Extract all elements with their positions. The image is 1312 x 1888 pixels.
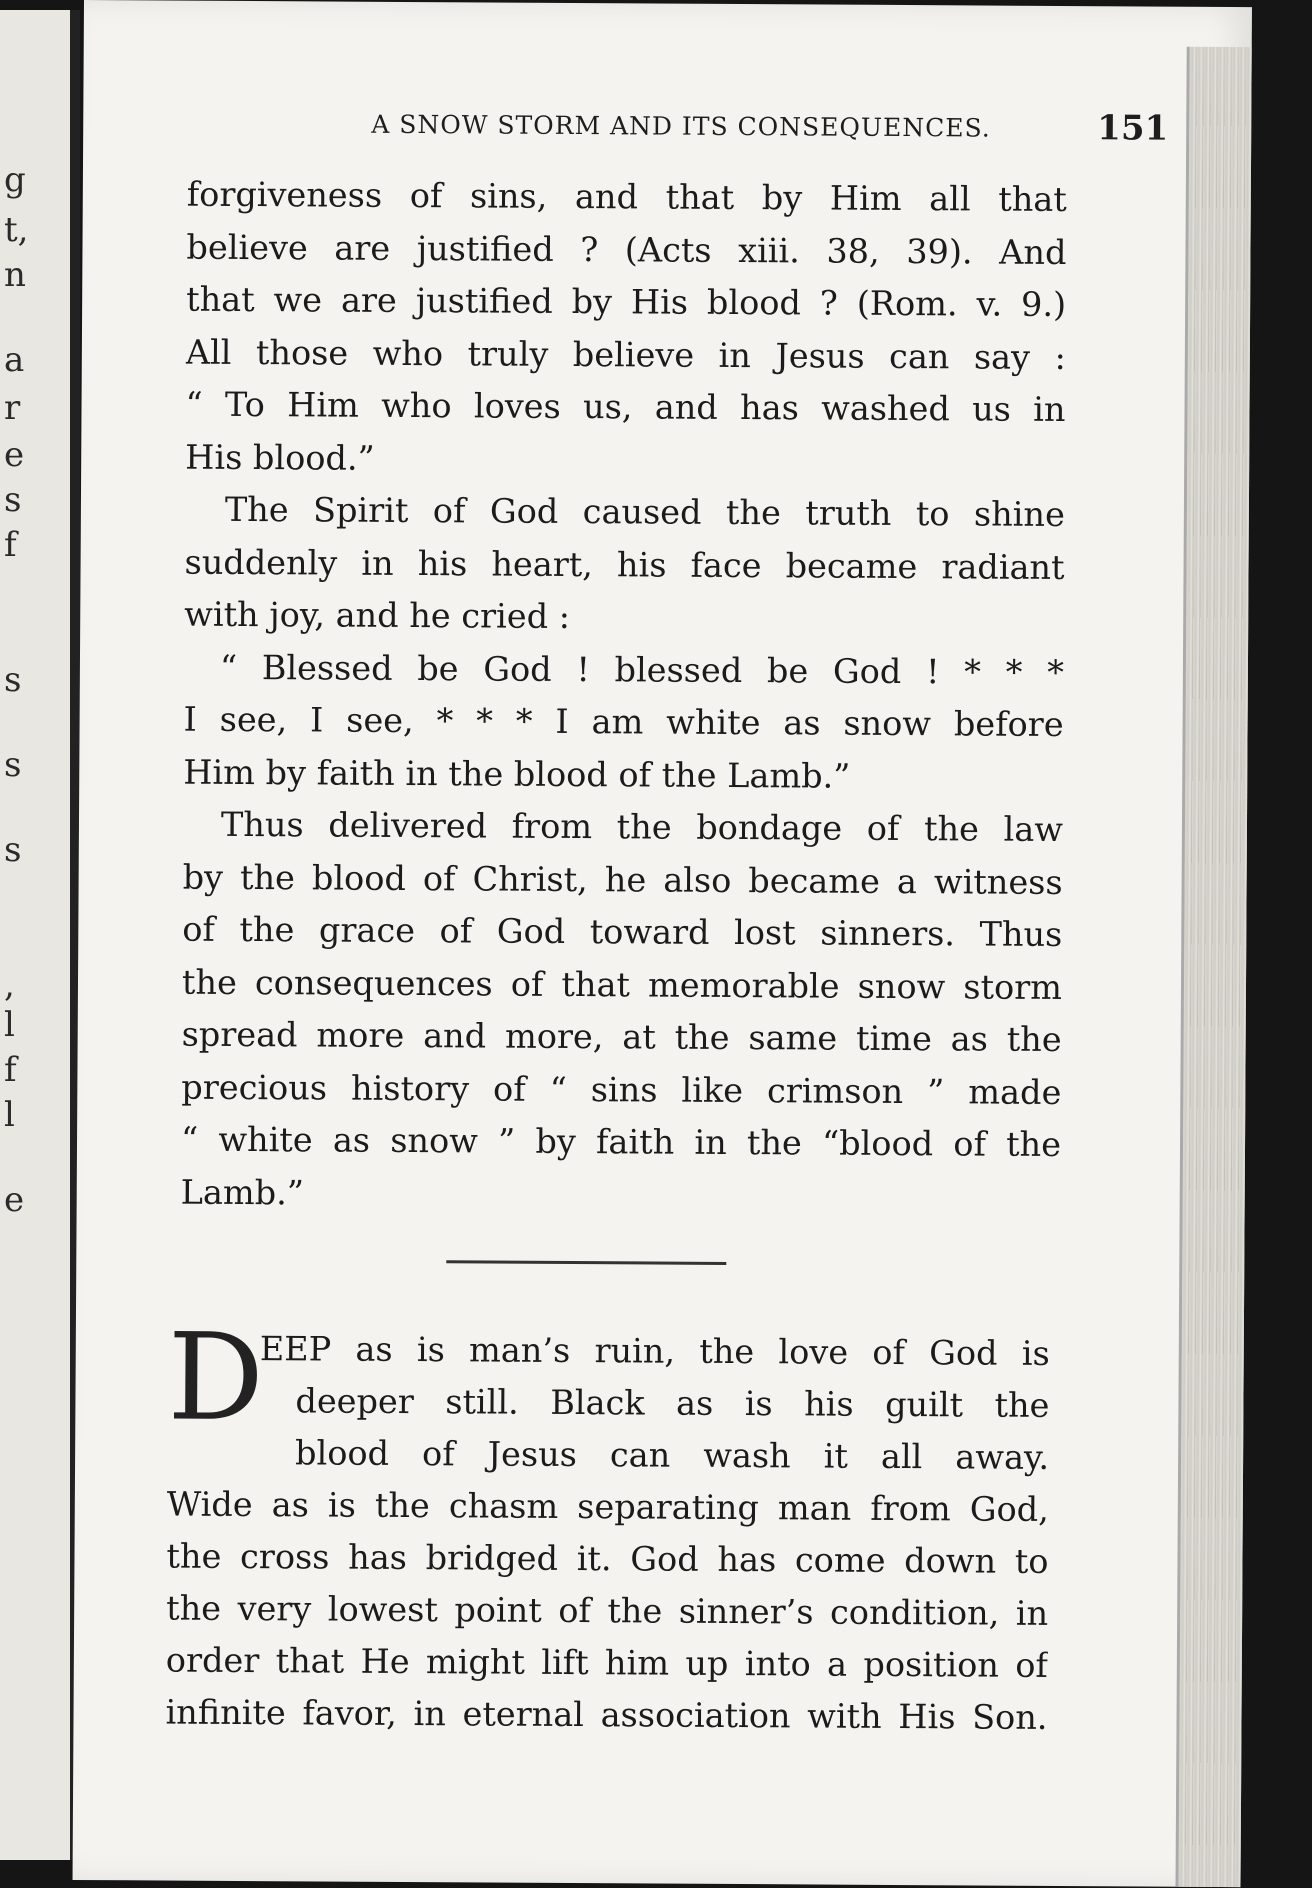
- text-line: His blood.”: [185, 437, 375, 478]
- paragraph: [185, 169, 1067, 489]
- text-line: spread more and more, at the same time as the: [181, 1014, 1062, 1059]
- left-page-fragment: ,: [4, 965, 15, 1005]
- text-line: order that He might lift him up into a position of: [165, 1640, 1048, 1685]
- text-line: “ Blessed be God ! blessed be God ! * * *: [219, 647, 1065, 692]
- text-line: blood of Jesus can wash it all away.: [295, 1433, 1050, 1477]
- left-page-fragment: e: [4, 1180, 25, 1220]
- text-line: of the grace of God toward lost sinners. Thus: [182, 909, 1063, 954]
- running-head: [263, 108, 1169, 149]
- left-page-fragment: s: [4, 745, 22, 785]
- section-divider: [446, 1260, 726, 1265]
- text-line: by the blood of Christ, he also became a witness: [182, 857, 1063, 902]
- text-line: All those who truly believe in Jesus can say :: [185, 332, 1066, 377]
- left-page-fragment: g: [4, 160, 26, 200]
- text-line: Him by faith in the blood of the Lamb.”: [183, 752, 851, 796]
- text-line: the consequences of that memorable snow storm: [181, 962, 1063, 1007]
- left-page-fragment: e: [4, 435, 25, 475]
- paragraph: [181, 799, 1064, 1224]
- text-line: Thus delivered from the bondage of the law: [220, 804, 1064, 849]
- running-head-title: A SNOW STORM AND ITS CONSEQUENCES.: [371, 109, 991, 143]
- left-page-fragment: r: [4, 388, 21, 428]
- text-line: that we are justified by His blood ? (Rom. v. 9.): [186, 279, 1067, 325]
- text-line: “ white as snow ” by faith in the “blood of the: [180, 1119, 1062, 1164]
- left-page-fragment: a: [4, 340, 25, 380]
- text-line: EEP as is man’s ruin, the love of God is: [259, 1329, 1050, 1373]
- text-line: Wide as is the chasm separating man from God,: [166, 1484, 1049, 1529]
- text-line: “ To Him who loves us, and has washed us in: [185, 384, 1066, 430]
- left-page-fragment: s: [4, 830, 22, 870]
- left-page-fragment: f: [4, 1050, 17, 1090]
- text-line: the very lowest point of the sinner’s condition, in: [166, 1588, 1049, 1633]
- left-page-fragment: n: [4, 255, 26, 295]
- paragraph: [184, 484, 1065, 647]
- text-line: The Spirit of God caused the truth to shine: [224, 489, 1065, 535]
- left-page-fragment: l: [4, 1005, 15, 1045]
- page-stack-edge: [1175, 47, 1251, 1887]
- text-line: believe are justified ? (Acts xiii. 38, 39). And: [186, 227, 1067, 272]
- drop-cap: D: [167, 1308, 265, 1449]
- paragraph: [183, 641, 1064, 804]
- left-page-fragment: s: [4, 660, 22, 700]
- closing-section: [165, 1308, 1068, 1737]
- left-page-edge: [0, 10, 80, 1860]
- text-line: suddenly in his heart, his face became radiant: [184, 542, 1065, 587]
- book-page: [73, 0, 1252, 1887]
- page-number: 151: [1097, 108, 1169, 149]
- body-text: [181, 169, 1067, 1224]
- text-line: forgiveness of sins, and that by Him all that: [186, 174, 1067, 220]
- text-line: deeper still. Black as is his guilt the: [295, 1381, 1050, 1425]
- left-page-fragment: s: [4, 480, 22, 520]
- text-line: the cross has bridged it. God has come down to: [166, 1536, 1049, 1581]
- left-page-fragment: l: [4, 1095, 15, 1135]
- text-line: Lamb.”: [180, 1172, 305, 1212]
- left-page-fragment: t,: [4, 210, 29, 250]
- text-line: with joy, and he cried :: [184, 594, 571, 636]
- text-line: precious history of “ sins like crimson ” made: [181, 1067, 1062, 1112]
- left-page-fragment: f: [4, 525, 17, 565]
- text-line: infinite favor, in eternal association with His Son.: [165, 1692, 1048, 1737]
- text-line: I see, I see, * * * I am white as snow before: [183, 699, 1064, 744]
- closing-paragraph: [165, 1479, 1049, 1744]
